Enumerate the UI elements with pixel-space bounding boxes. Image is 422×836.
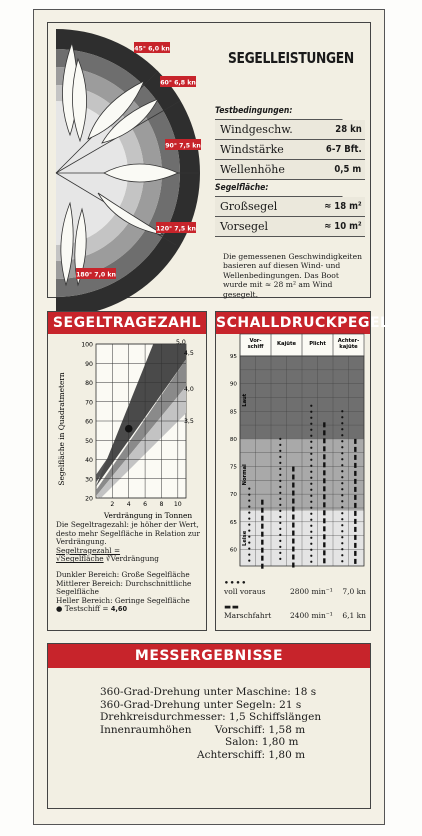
turning-circle: Drehkreisdurchmesser: 1,5 Schiffslängen bbox=[100, 711, 322, 724]
marschfahrt-mark bbox=[292, 507, 294, 512]
marschfahrt-mark bbox=[354, 487, 356, 492]
voll-voraus-mark bbox=[341, 458, 343, 460]
voll-voraus-mark bbox=[310, 411, 312, 413]
y-tick-label: 80 bbox=[229, 436, 237, 443]
band-label: 3,5 bbox=[184, 418, 194, 425]
sail-value: ≈ 18 m² bbox=[324, 201, 362, 212]
marschfahrt-mark bbox=[292, 547, 294, 552]
test-conditions-table bbox=[215, 103, 365, 237]
voll-label: voll voraus bbox=[224, 587, 266, 596]
conditions-note: Die gemessenen Geschwindigkeiten basieren auf diesen Wind- und Wellenbedingungen. Das Boot wurde mit ≈ 28 m² am Wind gesegelt. bbox=[223, 252, 362, 299]
voll-voraus-mark bbox=[341, 434, 343, 436]
voll-voraus-mark bbox=[310, 423, 312, 425]
marschfahrt-mark bbox=[323, 558, 325, 563]
marschfahrt-mark bbox=[323, 494, 325, 499]
x-tick-label: 10 bbox=[173, 501, 182, 508]
marschfahrt-mark bbox=[292, 539, 294, 544]
voll-row bbox=[224, 578, 366, 596]
voll-voraus-mark bbox=[341, 560, 343, 562]
y-tick-label: 65 bbox=[229, 519, 237, 526]
voll-voraus-mark bbox=[248, 506, 250, 508]
wind-label-120: 120° 7,5 kn bbox=[156, 225, 196, 233]
legend-dark: Dunkler Bereich: Große Segelfläche bbox=[56, 569, 190, 579]
voll-voraus-mark bbox=[341, 470, 343, 472]
x-tick-label: 8 bbox=[159, 501, 164, 508]
condition-row bbox=[215, 160, 365, 180]
voll-voraus-mark bbox=[279, 468, 281, 470]
plot-area bbox=[81, 339, 194, 508]
voll-voraus-mark bbox=[279, 486, 281, 488]
salon-height: Salon: 1,80 m bbox=[225, 736, 299, 749]
sail-row bbox=[215, 217, 365, 237]
voll-voraus-mark bbox=[310, 555, 312, 557]
marschfahrt-mark bbox=[292, 531, 294, 536]
marsch-rpm: 2400 min⁻¹ bbox=[289, 611, 333, 620]
y-axis-label: Segelfläche in Quadratmetern bbox=[57, 372, 66, 486]
dotted-line-icon: •••• bbox=[224, 578, 248, 587]
marschfahrt-mark bbox=[323, 470, 325, 475]
marschfahrt-mark bbox=[354, 503, 356, 508]
voll-voraus-mark bbox=[310, 513, 312, 515]
sail-label: Vorsegel bbox=[220, 220, 269, 233]
marschfahrt-mark bbox=[323, 446, 325, 451]
voll-voraus-mark bbox=[279, 510, 281, 512]
marschfahrt-mark bbox=[261, 548, 263, 553]
vorschiff-height: Vorschiff: 1,58 m bbox=[214, 723, 306, 736]
y-tick-label: 70 bbox=[85, 399, 93, 407]
marschfahrt-mark bbox=[323, 438, 325, 443]
formula-left: Segeltragezahl = bbox=[56, 545, 121, 555]
segeltragezahl-title: SEGELTRAGEZAHL bbox=[48, 312, 206, 334]
marschfahrt-mark bbox=[292, 563, 294, 568]
voll-voraus-mark bbox=[341, 416, 343, 418]
marschfahrt-mark bbox=[354, 551, 356, 556]
sail-value: ≈ 10 m² bbox=[324, 221, 362, 232]
column-header: Kajüte bbox=[277, 341, 296, 347]
voll-voraus-mark bbox=[310, 483, 312, 485]
column-header: Achter- bbox=[337, 338, 360, 344]
marschfahrt-mark bbox=[292, 475, 294, 480]
voll-voraus-mark bbox=[248, 536, 250, 538]
voll-voraus-mark bbox=[310, 525, 312, 527]
y-tick-label: 40 bbox=[85, 457, 93, 464]
marschfahrt-mark bbox=[323, 518, 325, 523]
voll-voraus-mark bbox=[341, 536, 343, 538]
voll-voraus-mark bbox=[310, 507, 312, 509]
voll-voraus-mark bbox=[310, 495, 312, 497]
marschfahrt-mark bbox=[323, 462, 325, 467]
voll-voraus-mark bbox=[279, 498, 281, 500]
voll-voraus-mark bbox=[248, 488, 250, 490]
marschfahrt-mark bbox=[354, 455, 356, 460]
voll-voraus-mark bbox=[248, 554, 250, 556]
marschfahrt-mark bbox=[354, 463, 356, 468]
voll-voraus-mark bbox=[341, 494, 343, 496]
marschfahrt-mark bbox=[323, 502, 325, 507]
voll-voraus-mark bbox=[341, 482, 343, 484]
zone-label: Laut bbox=[242, 393, 248, 407]
voll-voraus-mark bbox=[279, 540, 281, 542]
voll-voraus-mark bbox=[279, 522, 281, 524]
marschfahrt-mark bbox=[354, 559, 356, 564]
voll-voraus-mark bbox=[279, 516, 281, 518]
marschfahrt-mark bbox=[354, 479, 356, 484]
column-header: schiff bbox=[247, 344, 264, 350]
segelflaeche-header: Segelfläche: bbox=[215, 180, 343, 197]
testschiff-row bbox=[56, 605, 201, 614]
voll-voraus-mark bbox=[341, 464, 343, 466]
band-label: 4,5 bbox=[184, 350, 194, 357]
noise-legend bbox=[224, 578, 366, 620]
voll-rpm: 2800 min⁻¹ bbox=[289, 587, 333, 596]
voll-voraus-mark bbox=[310, 537, 312, 539]
voll-voraus-mark bbox=[279, 462, 281, 464]
y-tick-label: 75 bbox=[229, 464, 237, 471]
marschfahrt-mark bbox=[354, 535, 356, 540]
marschfahrt-mark bbox=[354, 439, 356, 444]
marschfahrt-mark bbox=[354, 511, 356, 516]
testschiff-label: Testschiff = bbox=[64, 604, 109, 614]
y-tick-label: 60 bbox=[229, 547, 237, 554]
sail-label: Großsegel bbox=[220, 200, 278, 213]
marschfahrt-mark bbox=[323, 454, 325, 459]
voll-voraus-mark bbox=[341, 422, 343, 424]
voll-voraus-mark bbox=[248, 518, 250, 520]
y-tick-label: 70 bbox=[229, 492, 237, 499]
condition-label: Windgeschw. bbox=[220, 123, 293, 136]
testschiff-value: 4,60 bbox=[110, 604, 128, 614]
condition-value: 28 kn bbox=[335, 124, 362, 135]
voll-voraus-mark bbox=[310, 543, 312, 545]
voll-voraus-mark bbox=[279, 456, 281, 458]
voll-voraus-mark bbox=[310, 471, 312, 473]
x-axis-label: Verdrängung in Tonnen bbox=[103, 511, 193, 520]
condition-value: 6-7 Bft. bbox=[325, 144, 362, 155]
voll-voraus-mark bbox=[341, 476, 343, 478]
voll-voraus-mark bbox=[310, 405, 312, 407]
marschfahrt-mark bbox=[261, 500, 263, 505]
achterschiff-height: Achterschiff: 1,80 m bbox=[197, 748, 306, 761]
y-tick-label: 30 bbox=[85, 476, 93, 484]
voll-voraus-mark bbox=[248, 524, 250, 526]
marschfahrt-mark bbox=[261, 540, 263, 545]
y-tick-label: 90 bbox=[229, 381, 237, 388]
voll-voraus-mark bbox=[310, 477, 312, 479]
voll-voraus-mark bbox=[310, 447, 312, 449]
condition-value: 0,5 m bbox=[334, 164, 362, 175]
marschfahrt-mark bbox=[323, 422, 325, 427]
voll-voraus-mark bbox=[341, 440, 343, 442]
wind-label-180: 180° 7,0 kn bbox=[76, 271, 116, 279]
turn-sails: 360-Grad-Drehung unter Segeln: 21 s bbox=[100, 698, 302, 711]
x-tick-label: 6 bbox=[143, 501, 148, 508]
voll-voraus-mark bbox=[341, 512, 343, 514]
voll-voraus-mark bbox=[310, 531, 312, 533]
condition-label: Wellenhöhe bbox=[220, 163, 285, 176]
segeltragezahl-legend bbox=[56, 521, 201, 614]
voll-voraus-mark bbox=[341, 506, 343, 508]
voll-voraus-mark bbox=[310, 459, 312, 461]
wind-label-60: 60° 6,8 kn bbox=[160, 79, 196, 87]
marsch-row bbox=[224, 602, 366, 620]
voll-voraus-mark bbox=[341, 548, 343, 550]
voll-voraus-mark bbox=[248, 548, 250, 550]
voll-voraus-mark bbox=[310, 429, 312, 431]
legend-light: Heller Bereich: Geringe Segelfläche bbox=[56, 595, 190, 605]
x-tick-label: 2 bbox=[110, 501, 115, 508]
marschfahrt-mark bbox=[292, 523, 294, 528]
testschiff-dot-icon: ● bbox=[56, 604, 63, 614]
y-tick-label: 60 bbox=[85, 418, 93, 426]
noise-chart bbox=[216, 334, 368, 574]
noise-plot-area bbox=[230, 334, 364, 569]
voll-speed: 7,0 kn bbox=[342, 587, 366, 596]
voll-voraus-mark bbox=[341, 530, 343, 532]
y-tick-label: 85 bbox=[229, 409, 237, 416]
voll-voraus-mark bbox=[248, 542, 250, 544]
column-header: kajüte bbox=[339, 344, 358, 350]
voll-voraus-mark bbox=[279, 450, 281, 452]
marschfahrt-mark bbox=[354, 527, 356, 532]
marschfahrt-mark bbox=[261, 516, 263, 521]
marschfahrt-mark bbox=[261, 508, 263, 513]
voll-voraus-mark bbox=[279, 438, 281, 440]
voll-voraus-mark bbox=[279, 528, 281, 530]
y-tick-label: 80 bbox=[85, 380, 93, 387]
testschiff-point bbox=[125, 425, 133, 433]
formula-numerator: √Segelfläche bbox=[56, 554, 104, 564]
voll-voraus-mark bbox=[310, 519, 312, 521]
innen-row bbox=[100, 724, 321, 737]
voll-voraus-mark bbox=[341, 488, 343, 490]
turn-engine: 360-Grad-Drehung unter Maschine: 18 s bbox=[100, 686, 317, 698]
wind-label-90: 90° 7,5 kn bbox=[165, 142, 201, 150]
marschfahrt-mark bbox=[323, 486, 325, 491]
marsch-speed: 6,1 kn bbox=[342, 611, 366, 620]
y-tick-label: 100 bbox=[81, 341, 93, 349]
voll-voraus-mark bbox=[310, 501, 312, 503]
marschfahrt-mark bbox=[292, 499, 294, 504]
voll-voraus-mark bbox=[279, 492, 281, 494]
voll-voraus-mark bbox=[279, 444, 281, 446]
zone-label: Normal bbox=[242, 464, 248, 486]
segelleistungen-title: SEGELLEISTUNGEN bbox=[228, 49, 354, 67]
testbedingungen-header: Testbedingungen: bbox=[215, 103, 343, 120]
marschfahrt-mark bbox=[323, 510, 325, 515]
marschfahrt-mark bbox=[261, 556, 263, 561]
voll-voraus-mark bbox=[248, 512, 250, 514]
voll-voraus-mark bbox=[248, 560, 250, 562]
marschfahrt-mark bbox=[323, 542, 325, 547]
voll-voraus-mark bbox=[341, 524, 343, 526]
y-tick-label: 20 bbox=[85, 495, 93, 503]
voll-voraus-mark bbox=[310, 441, 312, 443]
condition-row bbox=[215, 140, 365, 160]
wind-label-45: 45° 6,0 kn bbox=[134, 45, 170, 53]
voll-voraus-mark bbox=[279, 552, 281, 554]
sail-row bbox=[215, 197, 365, 217]
condition-row bbox=[215, 120, 365, 140]
polar-diagram bbox=[48, 23, 218, 295]
marsch-label: Marschfahrt bbox=[224, 611, 272, 620]
y-tick-label: 90 bbox=[85, 360, 93, 368]
y-tick-label: 50 bbox=[85, 437, 93, 445]
voll-voraus-mark bbox=[341, 410, 343, 412]
voll-voraus-mark bbox=[279, 534, 281, 536]
column-header: Vor- bbox=[249, 338, 262, 344]
y-tick-label: 95 bbox=[229, 354, 237, 360]
voll-voraus-mark bbox=[310, 549, 312, 551]
x-tick-label: 4 bbox=[126, 501, 131, 508]
marschfahrt-mark bbox=[323, 478, 325, 483]
marschfahrt-mark bbox=[292, 491, 294, 496]
voll-voraus-mark bbox=[279, 504, 281, 506]
marschfahrt-mark bbox=[292, 555, 294, 560]
band-label: 5,0 bbox=[176, 339, 186, 346]
voll-voraus-mark bbox=[310, 561, 312, 563]
marschfahrt-mark bbox=[354, 543, 356, 548]
voll-voraus-mark bbox=[341, 428, 343, 430]
column-header: Plicht bbox=[309, 341, 326, 347]
marschfahrt-mark bbox=[323, 430, 325, 435]
voll-voraus-mark bbox=[310, 489, 312, 491]
marschfahrt-mark bbox=[292, 483, 294, 488]
marschfahrt-mark bbox=[354, 471, 356, 476]
marschfahrt-mark bbox=[261, 524, 263, 529]
voll-voraus-mark bbox=[279, 558, 281, 560]
formula bbox=[56, 547, 201, 564]
dashed-line-icon: ▬ ▬ bbox=[224, 602, 238, 611]
formula-denominator: ∛Verdrängung bbox=[105, 554, 159, 564]
legend-medium: Mittlerer Bereich: Durchschnittliche Segelfläche bbox=[56, 578, 192, 597]
marschfahrt-mark bbox=[354, 519, 356, 524]
schalldruckpegel-title: SCHALLDRUCKPEGEL bbox=[216, 312, 370, 334]
voll-voraus-mark bbox=[279, 474, 281, 476]
voll-voraus-mark bbox=[341, 446, 343, 448]
marschfahrt-mark bbox=[323, 550, 325, 555]
condition-label: Windstärke bbox=[220, 143, 284, 156]
voll-voraus-mark bbox=[341, 452, 343, 454]
voll-voraus-mark bbox=[310, 417, 312, 419]
marschfahrt-mark bbox=[292, 515, 294, 520]
measurement-results bbox=[100, 686, 321, 762]
marschfahrt-mark bbox=[292, 467, 294, 472]
zone-label: Leise bbox=[242, 530, 248, 546]
marschfahrt-mark bbox=[261, 564, 263, 569]
marschfahrt-mark bbox=[354, 495, 356, 500]
marschfahrt-mark bbox=[323, 526, 325, 531]
voll-voraus-mark bbox=[341, 554, 343, 556]
segeltragezahl-description: Die Segeltragezahl: je höher der Wert, desto mehr Segelfläche in Relation zur Verdrängung. bbox=[56, 520, 200, 547]
voll-voraus-mark bbox=[341, 542, 343, 544]
band-label: 4,0 bbox=[184, 386, 194, 393]
marschfahrt-mark bbox=[354, 447, 356, 452]
voll-voraus-mark bbox=[341, 518, 343, 520]
voll-voraus-mark bbox=[310, 453, 312, 455]
voll-voraus-mark bbox=[248, 494, 250, 496]
segeltragezahl-chart bbox=[48, 334, 204, 520]
innen-label: Innenraumhöhen bbox=[100, 723, 192, 736]
marschfahrt-mark bbox=[261, 532, 263, 537]
marschfahrt-mark bbox=[323, 534, 325, 539]
voll-voraus-mark bbox=[341, 500, 343, 502]
voll-voraus-mark bbox=[248, 500, 250, 502]
voll-voraus-mark bbox=[248, 530, 250, 532]
voll-voraus-mark bbox=[279, 546, 281, 548]
voll-voraus-mark bbox=[279, 480, 281, 482]
voll-voraus-mark bbox=[310, 465, 312, 467]
voll-voraus-mark bbox=[310, 435, 312, 437]
messergebnisse-title: MESSERGEBNISSE bbox=[48, 644, 370, 668]
